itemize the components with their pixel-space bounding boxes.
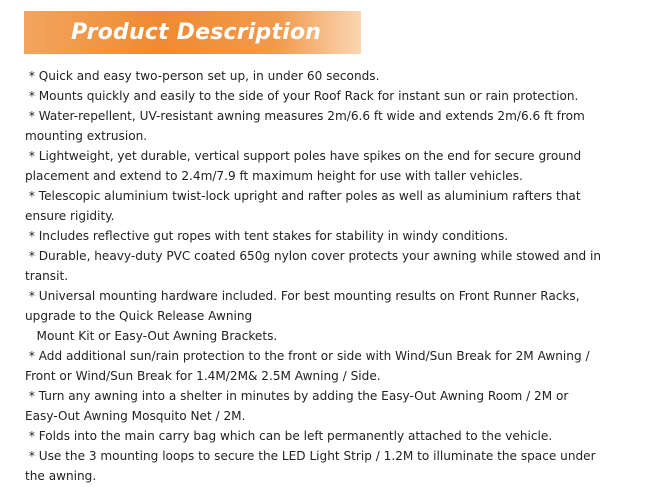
- description-line: * Lightweight, yet durable, vertical support poles have spikes on the end for secure ground: [25, 149, 582, 163]
- description-line: * Telescopic aluminium twist-lock upright and rafter poles as well as aluminium rafters that: [25, 189, 581, 203]
- description-line: * Universal mounting hardware included. For best mounting results on Front Runner Racks,: [25, 289, 580, 303]
- page-title: Product Description: [71, 20, 322, 45]
- description-line: Easy-Out Awning Mosquito Net / 2M.: [25, 409, 246, 423]
- description-line: * Turn any awning into a shelter in minutes by adding the Easy-Out Awning Room / 2M or: [25, 389, 569, 403]
- description-line: Front or Wind/Sun Break for 1.4M/2M& 2.5M Awning / Side.: [25, 369, 381, 383]
- description-line: the awning.: [25, 469, 97, 483]
- header-banner: [24, 11, 361, 54]
- description-line: * Water-repellent, UV-resistant awning measures 2m/6.6 ft wide and extends 2m/6.6 ft from: [25, 109, 585, 123]
- description-line: placement and extend to 2.4m/7.9 ft maximum height for use with taller vehicles.: [25, 169, 523, 183]
- description-body: [25, 66, 625, 486]
- description-line: * Use the 3 mounting loops to secure the LED Light Strip / 1.2M to illuminate the space under: [25, 449, 596, 463]
- description-line: * Durable, heavy-duty PVC coated 650g nylon cover protects your awning while stowed and in: [25, 249, 602, 263]
- description-line: * Folds into the main carry bag which can be left permanently attached to the vehicle.: [25, 429, 553, 443]
- description-line: mounting extrusion.: [25, 129, 148, 143]
- description-line: * Includes reflective gut ropes with tent stakes for stability in windy conditions.: [25, 229, 509, 243]
- description-line: transit.: [25, 269, 69, 283]
- description-line: ensure rigidity.: [25, 209, 115, 223]
- description-line: Mount Kit or Easy-Out Awning Brackets.: [25, 329, 278, 343]
- description-line: * Mounts quickly and easily to the side of your Roof Rack for instant sun or rain protection.: [25, 89, 579, 103]
- description-line: * Quick and easy two-person set up, in under 60 seconds.: [25, 69, 380, 83]
- description-line: * Add additional sun/rain protection to the front or side with Wind/Sun Break for 2M Awning /: [25, 349, 590, 363]
- description-line: upgrade to the Quick Release Awning: [25, 309, 253, 323]
